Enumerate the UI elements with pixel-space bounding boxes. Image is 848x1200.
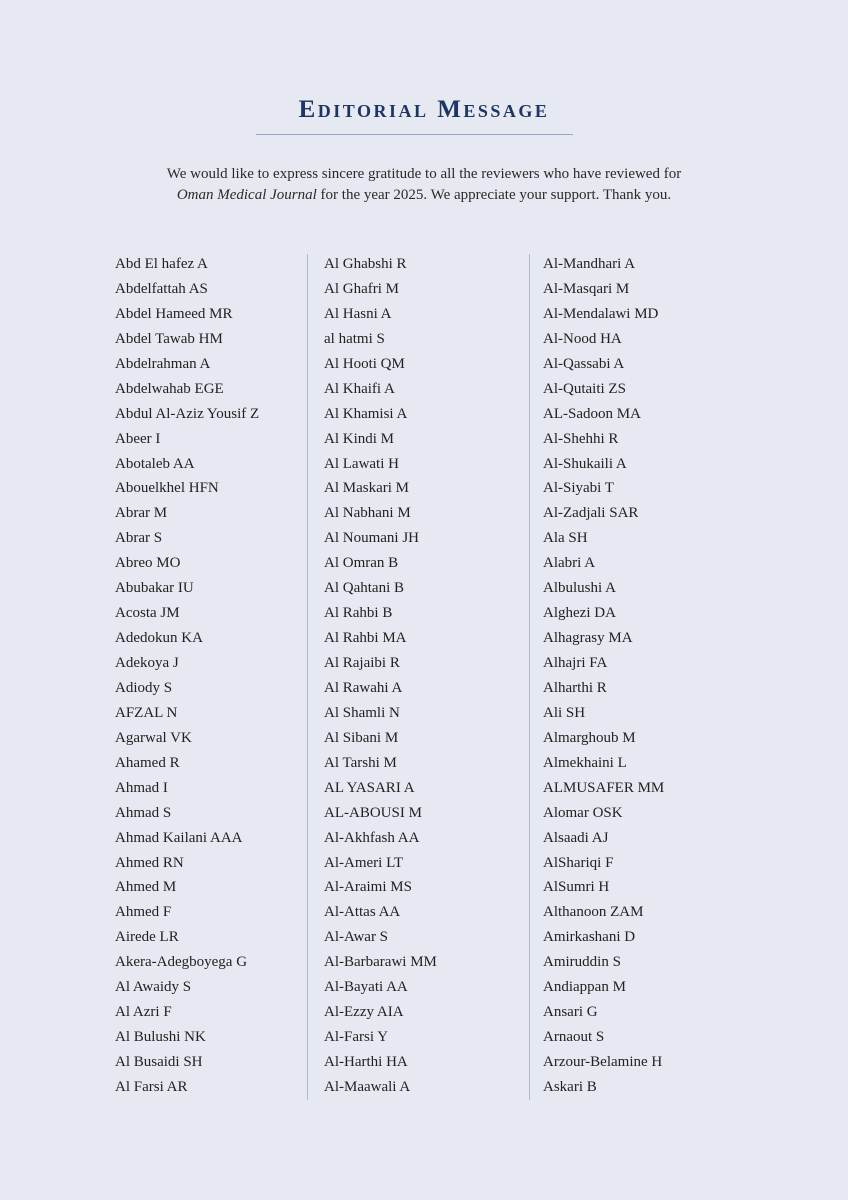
reviewer-name: Abdul Al-Aziz Yousif Z	[115, 405, 260, 422]
reviewer-name: Abrar S	[115, 530, 163, 547]
reviewer-name: Ahamed R	[115, 754, 180, 771]
reviewer-name: Adiody S	[115, 679, 173, 696]
reviewer-name: Al-Bayati AA	[324, 979, 408, 996]
reviewer-name: AL YASARI A	[324, 779, 415, 796]
reviewer-name: Al-Barbarawi MM	[324, 954, 437, 971]
reviewer-name: Adedokun KA	[115, 630, 203, 647]
reviewer-name: Ala SH	[543, 530, 588, 547]
reviewer-name: Abubakar IU	[115, 580, 194, 597]
reviewer-name: Akera-Adegboyega G	[115, 954, 248, 971]
reviewer-name: Abouelkhel HFN	[115, 480, 219, 497]
reviewer-name: Askari B	[543, 1078, 597, 1095]
reviewer-name: Ahmed RN	[115, 854, 184, 871]
reviewer-name: Alharthi R	[543, 679, 607, 696]
reviewer-name: Al-Araimi MS	[324, 879, 412, 896]
reviewer-name: ALMUSAFER MM	[543, 779, 665, 796]
reviewer-name: Ahmad Kailani AAA	[115, 829, 243, 846]
reviewer-name: Arnaout S	[543, 1029, 605, 1046]
reviewer-name: Al Qahtani B	[324, 580, 404, 597]
page-title: Editorial Message	[298, 96, 550, 123]
reviewer-name: Al-Ameri LT	[324, 854, 404, 871]
reviewer-name: Al Shamli N	[324, 704, 400, 721]
reviewer-name: Al Bulushi NK	[115, 1029, 206, 1046]
intro-line-1: We would like to express sincere gratitude to all the reviewers who have reviewed for	[166, 166, 682, 182]
reviewer-name: Arzour-Belamine H	[543, 1054, 663, 1070]
reviewer-name: Ahmad I	[115, 779, 168, 796]
column-divider	[307, 254, 308, 1100]
reviewer-name: Al Omran B	[324, 555, 399, 572]
reviewer-name: Al Hooti QM	[324, 355, 405, 372]
reviewer-name: Al-Masqari M	[543, 280, 630, 297]
reviewer-name: Abeer I	[115, 430, 161, 447]
reviewer-name: AL-Sadoon MA	[543, 405, 641, 422]
reviewer-name: Airede LR	[115, 929, 179, 946]
reviewer-name: al hatmi S	[324, 330, 385, 347]
reviewer-name: Alhajri FA	[543, 655, 608, 671]
reviewer-name: Ali SH	[543, 704, 586, 721]
reviewer-name: Al-Shehhi R	[543, 430, 619, 447]
reviewer-column-1	[115, 252, 259, 1100]
reviewer-name: Al-Mandhari A	[543, 256, 636, 272]
reviewer-name: Ahmed M	[115, 879, 177, 896]
reviewer-name: Al-Qutaiti ZS	[543, 380, 626, 397]
reviewer-name: Almekhaini L	[543, 754, 627, 771]
reviewer-name: Abotaleb AA	[115, 455, 195, 472]
reviewer-name: AFZAL N	[115, 704, 178, 721]
reviewer-name: Almarghoub M	[543, 729, 636, 746]
reviewer-name: Al-Awar S	[324, 929, 389, 946]
reviewer-name: Al-Nood HA	[543, 330, 622, 347]
reviewer-name: Al Rajaibi R	[324, 655, 400, 671]
reviewer-name: Ahmed F	[115, 904, 172, 921]
reviewer-name: Abdelwahab EGE	[115, 380, 224, 397]
reviewer-name: Alghezi DA	[543, 605, 616, 622]
reviewer-name: Al Farsi AR	[115, 1078, 188, 1095]
reviewer-name: Althanoon ZAM	[543, 904, 644, 921]
reviewer-name: Al-Akhfash AA	[324, 829, 420, 846]
reviewer-name: Al Khamisi A	[324, 405, 408, 422]
reviewer-name: Al Sibani M	[324, 729, 399, 746]
reviewer-name: Albulushi A	[543, 580, 616, 597]
reviewer-name: Al Azri F	[115, 1004, 172, 1021]
reviewer-name: Acosta JM	[115, 605, 180, 622]
reviewer-name: AlSumri H	[543, 879, 610, 896]
reviewer-name: Al Maskari M	[324, 480, 409, 497]
reviewer-name: Al Tarshi M	[324, 754, 397, 771]
reviewer-name: Al Busaidi SH	[115, 1054, 203, 1070]
reviewer-name: Alsaadi AJ	[543, 829, 609, 846]
reviewer-name: Alabri A	[543, 555, 596, 572]
reviewer-name: Agarwal VK	[115, 729, 192, 746]
reviewer-name: Al-Attas AA	[324, 904, 401, 921]
reviewer-name: Al-Siyabi T	[543, 480, 614, 497]
reviewer-name: Abrar M	[115, 505, 168, 522]
reviewer-name: Al-Zadjali SAR	[543, 505, 639, 522]
reviewer-name: Al Awaidy S	[115, 979, 192, 996]
reviewer-name: Al Hasni A	[324, 305, 392, 322]
title-underline	[256, 134, 573, 135]
reviewer-name: AL-ABOUSI M	[324, 804, 422, 821]
reviewer-name: Al Noumani JH	[324, 530, 419, 547]
reviewer-name: Amiruddin S	[543, 954, 621, 971]
intro-paragraph	[130, 164, 718, 206]
reviewer-name: Adekoya J	[115, 655, 179, 671]
reviewer-name: Abdelfattah AS	[115, 280, 208, 297]
reviewer-name: Abreo MO	[115, 555, 181, 572]
intro-line-2: for the year 2025. We appreciate your support. Thank you.	[316, 187, 672, 203]
reviewer-name: Abdel Tawab HM	[115, 330, 223, 347]
reviewer-name: Al-Maawali A	[324, 1078, 411, 1095]
reviewer-name: Ansari G	[543, 1004, 598, 1021]
reviewer-name: Al-Farsi Y	[324, 1029, 389, 1046]
reviewer-name: Alomar OSK	[543, 804, 623, 821]
reviewer-name: Andiappan M	[543, 979, 626, 996]
reviewer-column-3	[543, 252, 664, 1100]
reviewer-name: Al Kindi M	[324, 430, 395, 447]
reviewer-name: Al Rahbi MA	[324, 630, 407, 647]
reviewer-name: Al Ghafri M	[324, 280, 399, 297]
reviewer-name: Abdel Hameed MR	[115, 305, 233, 322]
journal-name: Oman Medical Journal	[176, 187, 317, 203]
reviewer-name: Al Lawati H	[324, 455, 399, 472]
reviewer-name: Al Ghabshi R	[324, 256, 407, 272]
reviewer-column-2	[324, 252, 437, 1100]
reviewer-name: Ahmad S	[115, 804, 172, 821]
reviewer-name: Al-Ezzy AIA	[324, 1004, 404, 1021]
reviewer-name: Al Rawahi A	[324, 679, 403, 696]
reviewer-name: AlShariqi F	[543, 854, 614, 871]
reviewer-name: Al-Shukaili A	[543, 455, 627, 472]
reviewer-name: Amirkashani D	[543, 929, 636, 946]
reviewer-name: Al Khaifi A	[324, 380, 395, 397]
column-divider	[529, 254, 530, 1100]
reviewer-name: Al-Mendalawi MD	[543, 305, 659, 322]
reviewer-name: Alhagrasy MA	[543, 630, 633, 647]
reviewer-name: Al Nabhani M	[324, 505, 411, 522]
reviewer-name: Al-Qassabi A	[543, 355, 625, 372]
reviewer-name: Abd El hafez A	[115, 256, 208, 272]
reviewer-name: Al Rahbi B	[324, 605, 393, 622]
reviewer-name: Al-Harthi HA	[324, 1054, 408, 1070]
reviewer-name: Abdelrahman A	[115, 355, 211, 372]
